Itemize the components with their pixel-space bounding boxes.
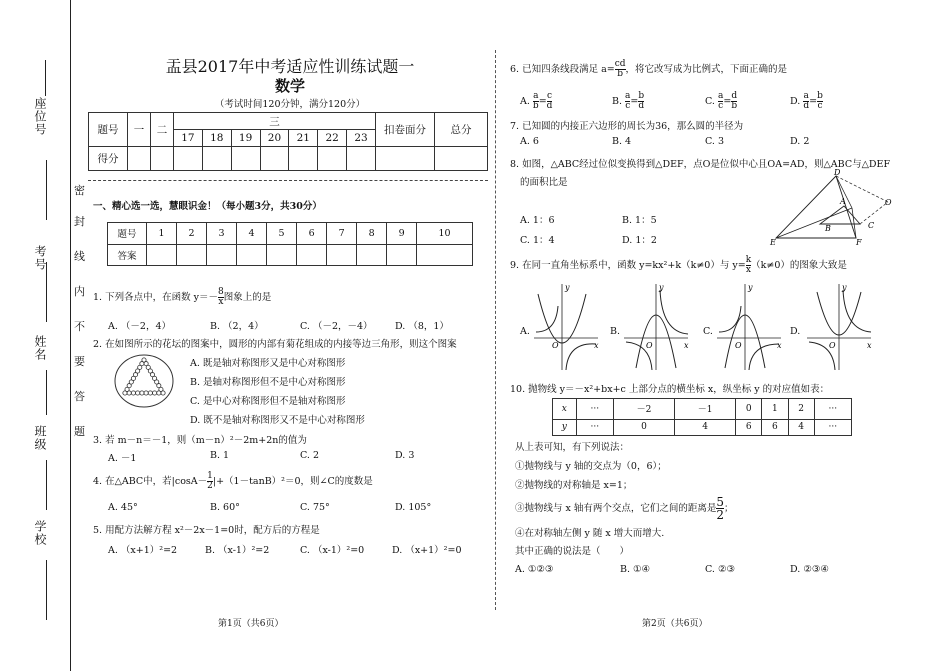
score-subnum: 22 bbox=[318, 130, 347, 147]
score-header: 二 bbox=[151, 113, 174, 147]
svg-text:O: O bbox=[646, 341, 653, 350]
score-header: 总分 bbox=[435, 113, 488, 147]
q9-stem: 9. 在同一直角坐标系中，函数 y=kx²+k（k≠0）与 y= $\frac{k}{x}$ （k≠0）的图象大致是 bbox=[510, 255, 847, 275]
answer-num: 9 bbox=[387, 223, 417, 245]
seal-char: 要 bbox=[74, 355, 85, 368]
q7-stem: 7. 已知圆的内接正六边形的周长为36，那么圆的半径为 bbox=[510, 121, 744, 132]
svg-text:y: y bbox=[748, 283, 753, 292]
q10-line: ②抛物线的对称轴是 x=1； bbox=[515, 480, 633, 491]
q4-option: D. 105° bbox=[395, 502, 432, 513]
q10-x-label: x bbox=[553, 399, 577, 420]
q10-table: x ··· －2 －1 0 1 2 ··· y ··· 0 4 6 6 4 ··· bbox=[552, 398, 852, 436]
similar-triangles-figure bbox=[768, 168, 894, 246]
fig-label-C: C bbox=[868, 221, 875, 230]
q4-stem: 4. 在△ABC中，若|cosA－ $\frac{1}{2}$ |+（1－tanB）²＝0，则∠C的度数是 bbox=[93, 471, 373, 491]
q1-option: D. （8，1） bbox=[395, 321, 449, 332]
q2-option: D. 既不是轴对称图形又不是中心对称图形 bbox=[190, 415, 365, 426]
q3-option: A. －1 bbox=[108, 453, 137, 464]
answer-num: 1 bbox=[147, 223, 177, 245]
dashed-separator bbox=[88, 180, 488, 181]
score-subnum: 21 bbox=[289, 130, 318, 147]
fig-label-F: F bbox=[856, 238, 862, 246]
seal-char: 不 bbox=[74, 320, 85, 333]
graph-b bbox=[622, 282, 692, 372]
q2-option: B. 是轴对称图形但不是中心对称图形 bbox=[190, 377, 346, 388]
exam-info: （考试时间120分钟，满分120分） bbox=[214, 99, 366, 110]
blank-line bbox=[46, 160, 47, 220]
svg-text:y: y bbox=[565, 283, 570, 292]
flower-dot bbox=[144, 391, 148, 395]
flower-bed-figure bbox=[113, 353, 175, 409]
q10-option: A. ①②③ bbox=[515, 564, 554, 575]
flower-dot bbox=[131, 391, 135, 395]
answer-num: 4 bbox=[237, 223, 267, 245]
blank-line bbox=[46, 262, 47, 322]
answer-num: 3 bbox=[207, 223, 237, 245]
seal-char: 内 bbox=[74, 285, 85, 298]
q5-option: D. （x+1）²=0 bbox=[392, 545, 462, 556]
exam-title: 盂县2017年中考适应性训练试题一 bbox=[165, 57, 415, 76]
q8-option: D. 1：2 bbox=[622, 235, 657, 246]
flower-dot bbox=[136, 391, 140, 395]
score-header: 题号 bbox=[89, 113, 128, 147]
score-subnum: 17 bbox=[174, 130, 203, 147]
q3-option: B. 1 bbox=[210, 450, 230, 461]
q1-option: B. （2，4） bbox=[210, 321, 264, 332]
q7-option: C. 3 bbox=[705, 136, 725, 147]
svg-text:x: x bbox=[777, 341, 782, 350]
page-divider bbox=[495, 50, 496, 610]
q8-option: A. 1：6 bbox=[520, 215, 555, 226]
q1-option: A. （－2，4） bbox=[108, 321, 171, 332]
q6-option: A. $\frac{a}{b}$ = $\frac{c}{d}$ bbox=[520, 91, 553, 111]
svg-text:O: O bbox=[829, 341, 836, 350]
q5-stem: 5. 用配方法解方程 x²－2x－1=0时，配方后的方程是 bbox=[93, 525, 320, 536]
fig-label-O: O bbox=[885, 198, 892, 207]
footer-right: 第2页（共6页） bbox=[642, 619, 708, 629]
q10-option: D. ②③④ bbox=[790, 564, 829, 575]
q6-stem: 6. 已知四条线段满足 a= $\frac{cd}{b}$ ，将它改写成为比例式，下面正确的是 bbox=[510, 59, 788, 79]
label-name: 姓名 bbox=[33, 335, 47, 361]
flower-dot bbox=[140, 362, 144, 366]
q8-option: C. 1：4 bbox=[520, 235, 555, 246]
q6-option: B. $\frac{a}{c}$ = $\frac{b}{d}$ bbox=[612, 91, 645, 111]
answer-table bbox=[107, 222, 473, 266]
flower-dot bbox=[140, 391, 144, 395]
answer-num: 7 bbox=[327, 223, 357, 245]
blank-line bbox=[46, 370, 47, 415]
seal-char: 题 bbox=[74, 425, 85, 438]
score-row-label: 得分 bbox=[89, 147, 128, 171]
flower-dot bbox=[148, 391, 152, 395]
q10-y-label: y bbox=[553, 419, 577, 435]
fig-label-E: E bbox=[770, 238, 776, 246]
q5-option: B. （x-1）²=2 bbox=[205, 545, 270, 556]
svg-text:y: y bbox=[659, 283, 664, 292]
q9-option-label: B. bbox=[610, 326, 621, 337]
label-class: 班级 bbox=[33, 425, 47, 451]
q2-option: C. 是中心对称图形但不是轴对称图形 bbox=[190, 396, 346, 407]
svg-text:y: y bbox=[842, 283, 847, 292]
seal-char: 线 bbox=[74, 250, 85, 263]
q3-option: C. 2 bbox=[300, 450, 320, 461]
q10-line: 其中正确的说法是（ ） bbox=[515, 546, 630, 557]
answer-num: 6 bbox=[297, 223, 327, 245]
q10-stem: 10. 抛物线 y＝－x²+bx+c 上部分点的横坐标 x，纵坐标 y 的对应值如表： bbox=[510, 384, 830, 395]
score-subnum: 23 bbox=[347, 130, 376, 147]
line-seat bbox=[45, 60, 47, 96]
q10-line: ①抛物线与 y 轴的交点为（0，6）； bbox=[515, 461, 667, 472]
q4-option: B. 60° bbox=[210, 502, 240, 513]
fig-label-A: A bbox=[840, 197, 846, 206]
score-subnum: 18 bbox=[202, 130, 231, 147]
flower-dot bbox=[161, 391, 165, 395]
q6-option: D. $\frac{a}{d}$ = $\frac{b}{c}$ bbox=[790, 91, 823, 111]
graph-d bbox=[805, 282, 875, 372]
score-subnum: 20 bbox=[260, 130, 289, 147]
subject-title: 数学 bbox=[274, 77, 305, 95]
score-header: 三 bbox=[174, 113, 376, 130]
flower-dot bbox=[152, 391, 156, 395]
q3-option: D. 3 bbox=[395, 450, 415, 461]
q2-stem: 2. 在如图所示的花坛的图案中，圆形的内部有菊花组成的内接等边三角形，则这个图案 bbox=[93, 339, 457, 350]
graph-c bbox=[715, 282, 785, 372]
q10-line: 从上表可知，有下列说法： bbox=[515, 442, 630, 453]
q10-option: C. ②③ bbox=[705, 564, 736, 575]
svg-text:x: x bbox=[594, 341, 599, 350]
q5-option: A. （x+1）²=2 bbox=[108, 545, 178, 556]
seal-char: 封 bbox=[74, 215, 85, 228]
blank-line bbox=[46, 560, 47, 620]
blank-line bbox=[46, 460, 47, 510]
q8-stem-cont: 的面积比是 bbox=[520, 177, 568, 188]
score-subnum: 19 bbox=[231, 130, 260, 147]
answer-num: 8 bbox=[357, 223, 387, 245]
q10-line: ③抛物线与 x 轴有两个交点，它们之间的距离是 $\frac{5}{2}$ ； bbox=[515, 495, 734, 522]
q6-option: C. $\frac{a}{c}$ = $\frac{d}{b}$ bbox=[705, 91, 738, 111]
answer-num: 2 bbox=[177, 223, 207, 245]
graph-a bbox=[532, 282, 602, 372]
score-table bbox=[88, 112, 488, 171]
q1-option: C. （－2，－4） bbox=[300, 321, 373, 332]
q7-option: D. 2 bbox=[790, 136, 810, 147]
q1-stem: 1. 下列各点中，在函数 y＝－ $\frac{8}{x}$ 图象上的是 bbox=[93, 287, 272, 307]
q10-option: B. ①④ bbox=[620, 564, 651, 575]
footer-left: 第1页（共6页） bbox=[218, 619, 284, 629]
label-seat: 座位号 bbox=[33, 97, 47, 136]
score-header: 一 bbox=[128, 113, 151, 147]
q7-option: A. 6 bbox=[520, 136, 539, 147]
q7-option: B. 4 bbox=[612, 136, 632, 147]
fig-label-D: D bbox=[834, 168, 841, 177]
svg-text:O: O bbox=[735, 341, 742, 350]
svg-text:x: x bbox=[867, 341, 872, 350]
answer-num: 5 bbox=[267, 223, 297, 245]
q9-option-label: D. bbox=[790, 326, 801, 337]
score-header: 扣卷面分 bbox=[376, 113, 435, 147]
q8-stem: 8. 如图，△ABC经过位似变换得到△DEF，点O是位似中心且OA=AD，则△ABC与△DEF bbox=[510, 159, 891, 170]
seal-char: 答 bbox=[74, 390, 85, 403]
label-exam-no: 考号 bbox=[33, 245, 47, 271]
q8-option: B. 1：5 bbox=[622, 215, 657, 226]
section1-title: 一、精心选一选，慧眼识金！（每小题3分，共30分） bbox=[93, 201, 322, 212]
answer-table-label: 题号 bbox=[108, 223, 147, 245]
svg-text:O: O bbox=[552, 341, 559, 350]
fig-label-B: B bbox=[825, 224, 831, 233]
answer-table-label: 答案 bbox=[108, 244, 147, 266]
answer-num: 10 bbox=[417, 223, 473, 245]
q5-option: C. （x-1）²=0 bbox=[300, 545, 365, 556]
q9-option-label: C. bbox=[703, 326, 713, 337]
svg-text:x: x bbox=[684, 341, 689, 350]
margin-line bbox=[70, 0, 71, 671]
q2-option: A. 既是轴对称图形又是中心对称图形 bbox=[190, 358, 346, 369]
seal-char: 密 bbox=[74, 184, 85, 197]
label-school: 学校 bbox=[33, 520, 47, 546]
q3-stem: 3. 若 m－n＝－1，则（m－n）²－2m+2n的值为 bbox=[93, 435, 307, 446]
q4-option: C. 75° bbox=[300, 502, 330, 513]
q4-option: A. 45° bbox=[108, 502, 138, 513]
flower-dot bbox=[157, 391, 161, 395]
q10-line: ④在对称轴左侧 y 随 x 增大而增大. bbox=[515, 528, 665, 539]
q9-option-label: A. bbox=[520, 326, 530, 337]
